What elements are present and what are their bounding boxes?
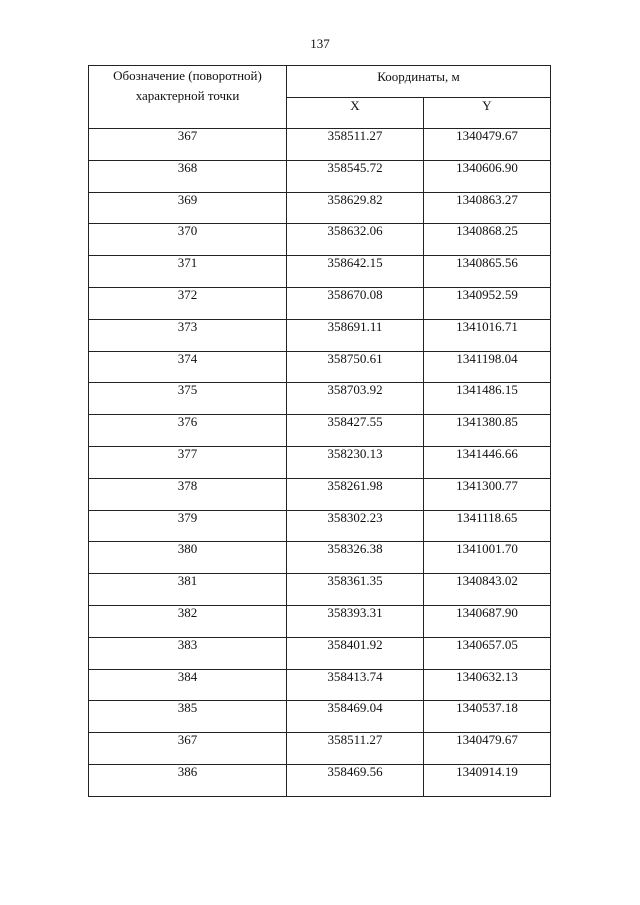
cell-x: 358302.23 [287,510,424,542]
table-header [89,66,551,129]
table-row [89,764,551,796]
header-y: Y [424,98,551,129]
cell-y: 1340914.19 [424,764,551,796]
table-row [89,733,551,765]
cell-y: 1341001.70 [424,542,551,574]
page-number: 137 [310,36,330,51]
cell-x: 358511.27 [287,129,424,161]
cell-y: 1340606.90 [424,160,551,192]
cell-y: 1340479.67 [424,733,551,765]
table-row [89,287,551,319]
cell-x: 358261.98 [287,478,424,510]
table-row [89,605,551,637]
cell-x: 358413.74 [287,669,424,701]
table-row [89,542,551,574]
cell-point: 375 [89,383,287,415]
table-row [89,669,551,701]
cell-x: 358642.15 [287,256,424,288]
cell-x: 358670.08 [287,287,424,319]
cell-x: 358545.72 [287,160,424,192]
cell-x: 358361.35 [287,574,424,606]
table-row [89,351,551,383]
cell-y: 1340843.02 [424,574,551,606]
table-row [89,129,551,161]
cell-y: 1341198.04 [424,351,551,383]
cell-y: 1341118.65 [424,510,551,542]
coordinates-table [88,65,551,797]
cell-point: 383 [89,637,287,669]
cell-y: 1340632.13 [424,669,551,701]
cell-x: 358511.27 [287,733,424,765]
cell-x: 358703.92 [287,383,424,415]
cell-y: 1340657.05 [424,637,551,669]
cell-point: 384 [89,669,287,701]
table-row [89,637,551,669]
cell-point: 380 [89,542,287,574]
cell-y: 1340865.56 [424,256,551,288]
table-row [89,701,551,733]
cell-point: 382 [89,605,287,637]
header-row-top [89,66,551,98]
cell-point: 379 [89,510,287,542]
table-row [89,160,551,192]
header-coordinates: Координаты, м [287,66,551,98]
cell-x: 358750.61 [287,351,424,383]
cell-point: 368 [89,160,287,192]
cell-y: 1340479.67 [424,129,551,161]
cell-y: 1340687.90 [424,605,551,637]
cell-y: 1341300.77 [424,478,551,510]
cell-x: 358326.38 [287,542,424,574]
cell-point: 377 [89,446,287,478]
table-row [89,478,551,510]
table-row [89,256,551,288]
cell-point: 370 [89,224,287,256]
table-row [89,319,551,351]
cell-x: 358230.13 [287,446,424,478]
cell-point: 371 [89,256,287,288]
table-body [89,129,551,797]
cell-x: 358691.11 [287,319,424,351]
cell-x: 358393.31 [287,605,424,637]
cell-point: 369 [89,192,287,224]
cell-point: 373 [89,319,287,351]
cell-x: 358469.56 [287,764,424,796]
cell-point: 385 [89,701,287,733]
cell-y: 1340863.27 [424,192,551,224]
cell-point: 378 [89,478,287,510]
cell-y: 1341380.85 [424,415,551,447]
cell-y: 1341016.71 [424,319,551,351]
table-row [89,192,551,224]
header-point-designation: Обозначение (поворотной) характерной точки [89,66,287,129]
table-row [89,510,551,542]
cell-x: 358632.06 [287,224,424,256]
cell-point: 374 [89,351,287,383]
cell-point: 367 [89,129,287,161]
cell-point: 386 [89,764,287,796]
table-row [89,383,551,415]
cell-x: 358469.04 [287,701,424,733]
cell-point: 372 [89,287,287,319]
cell-y: 1340868.25 [424,224,551,256]
cell-point: 376 [89,415,287,447]
cell-y: 1341486.15 [424,383,551,415]
table-row [89,446,551,478]
cell-y: 1341446.66 [424,446,551,478]
header-x: X [287,98,424,129]
cell-x: 358629.82 [287,192,424,224]
table-row [89,574,551,606]
cell-point: 381 [89,574,287,606]
cell-x: 358427.55 [287,415,424,447]
cell-y: 1340537.18 [424,701,551,733]
cell-point: 367 [89,733,287,765]
table-row [89,224,551,256]
cell-x: 358401.92 [287,637,424,669]
table-row [89,415,551,447]
cell-y: 1340952.59 [424,287,551,319]
